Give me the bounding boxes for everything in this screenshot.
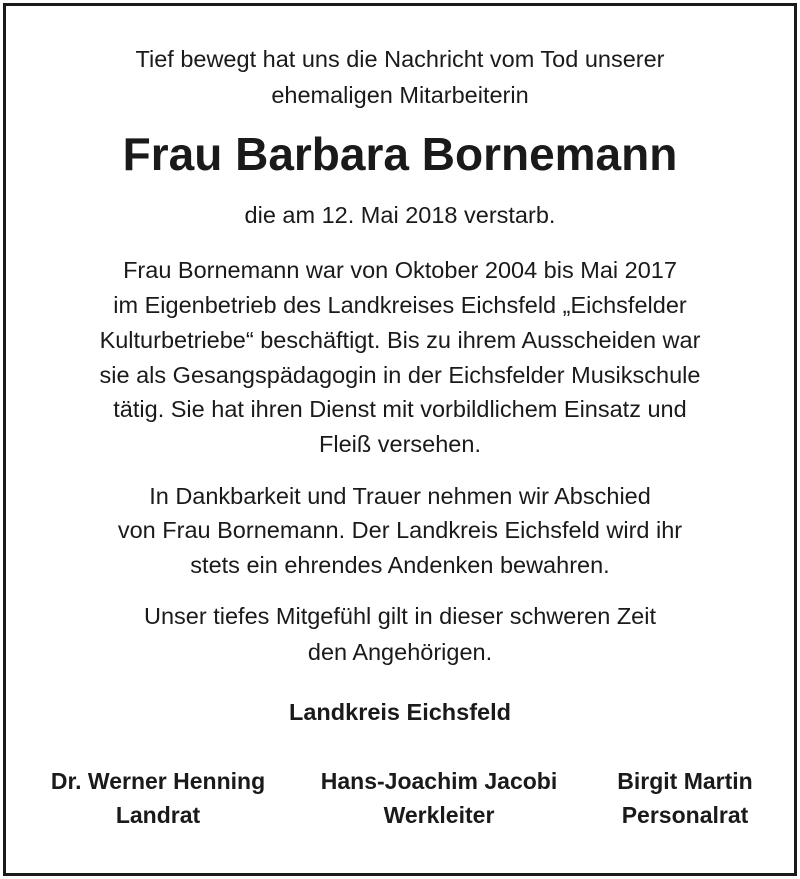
signatory-name: Dr. Werner Henning (50, 768, 266, 794)
paragraph-line: In Dankbarkeit und Trauer nehmen wir Abschied (149, 483, 651, 509)
signatory-block (535, 764, 800, 832)
paragraph-line: im Eigenbetrieb des Landkreises Eichsfeld „Eichsfelder (113, 292, 687, 318)
paragraph-line: sie als Gesangspädagogin in der Eichsfelder Musikschule (99, 362, 701, 388)
paragraph-line: Frau Bornemann war von Oktober 2004 bis Mai 2017 (123, 257, 677, 283)
paragraph-line: Fleiß versehen. (319, 431, 481, 457)
paragraph-line: Unser tiefes Mitgefühl gilt in dieser schweren Zeit (144, 603, 656, 629)
organization-name: Landkreis Eichsfeld (288, 699, 512, 725)
paragraph-line: von Frau Bornemann. Der Landkreis Eichsfeld wird ihr (117, 517, 683, 543)
paragraph-line: stets ein ehrendes Andenken bewahren. (190, 552, 610, 578)
signatory-title: Personalrat (621, 802, 749, 828)
intro-line: ehemaligen Mitarbeiterin (271, 82, 529, 108)
death-date-line: die am 12. Mai 2018 verstarb. (244, 202, 556, 228)
paragraph-line: den Angehörigen. (307, 639, 493, 665)
paragraph-line: Kulturbetriebe“ beschäftigt. Bis zu ihrem Ausscheiden war (99, 327, 701, 353)
intro-line: Tief bewegt hat uns die Nachricht vom Tod unserer (135, 46, 665, 72)
signatory-block (8, 764, 308, 832)
signatory-title: Werkleiter (383, 802, 495, 828)
paragraph-line: tätig. Sie hat ihren Dienst mit vorbildlichem Einsatz und (113, 396, 687, 422)
signatory-name: Birgit Martin (617, 768, 753, 794)
deceased-name: Frau Barbara Bornemann (122, 128, 678, 180)
signatory-title: Landrat (115, 802, 201, 828)
signatory-name: Hans-Joachim Jacobi (320, 768, 558, 794)
